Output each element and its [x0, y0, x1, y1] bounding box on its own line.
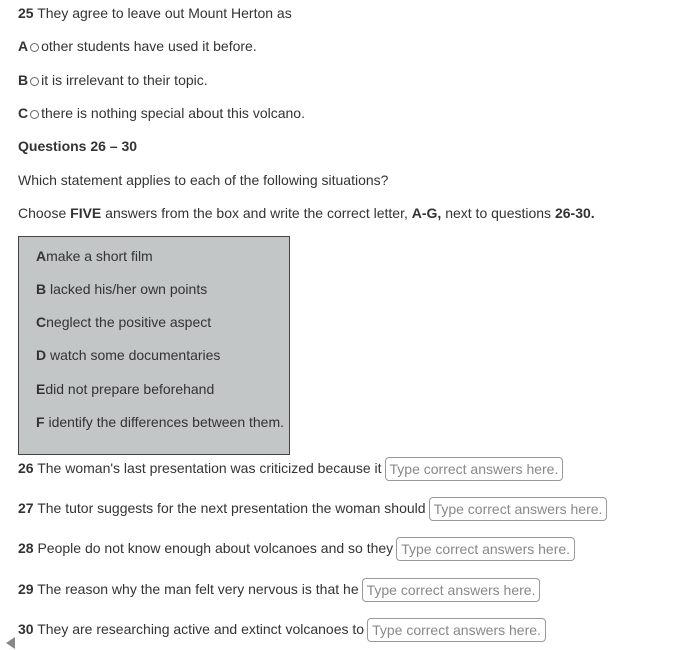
- question-30: [18, 617, 546, 642]
- option-letter: E: [36, 381, 46, 397]
- question-text: The woman's last presentation was criticized because it: [37, 460, 382, 476]
- answer-input-26[interactable]: Type correct answers here.: [385, 457, 564, 481]
- option-c[interactable]: [18, 104, 305, 122]
- option-letter: F: [36, 414, 45, 430]
- option-text: watch some documentaries: [46, 347, 221, 363]
- answer-input-28[interactable]: Type correct answers here.: [396, 537, 575, 561]
- radio-button[interactable]: [30, 77, 39, 86]
- question-number: 26: [18, 460, 34, 476]
- answer-options-box: [18, 236, 290, 455]
- option-letter: B: [36, 281, 47, 297]
- option-text: did not prepare beforehand: [45, 381, 215, 397]
- option-letter: D: [36, 347, 47, 363]
- option-text: identify the differences between them.: [44, 414, 285, 430]
- question-number: 29: [18, 581, 34, 597]
- box-option-f: [36, 413, 284, 431]
- option-letter: C: [36, 314, 47, 330]
- box-option-a: [36, 247, 153, 265]
- section-heading: Questions 26 – 30: [18, 138, 138, 154]
- box-option-e: [36, 380, 214, 398]
- instruction-part: next to questions: [441, 205, 555, 221]
- option-letter: B: [18, 72, 29, 88]
- option-text: there is nothing special about this volcano.: [41, 105, 305, 121]
- option-letter: A: [36, 248, 47, 264]
- box-option-c: [36, 313, 211, 331]
- radio-button[interactable]: [30, 110, 39, 119]
- option-b[interactable]: [18, 71, 208, 89]
- answer-input-30[interactable]: Type correct answers here.: [367, 618, 546, 642]
- question-27: [18, 496, 607, 521]
- box-option-b: [36, 280, 207, 298]
- option-letter: C: [18, 105, 29, 121]
- question-text: They are researching active and extinct volcanoes to: [37, 621, 365, 637]
- instruction-part: Choose: [18, 205, 71, 221]
- question-29: [18, 577, 540, 602]
- box-option-d: [36, 346, 220, 364]
- question-text: They agree to leave out Mount Herton as: [37, 5, 292, 21]
- question-text: The reason why the man felt very nervous is that he: [37, 581, 359, 597]
- question-28: [18, 536, 575, 561]
- option-text: other students have used it before.: [41, 38, 257, 54]
- question-26: [18, 456, 563, 481]
- instruction-emphasis: A-G,: [411, 205, 442, 221]
- answer-input-27[interactable]: Type correct answers here.: [429, 497, 608, 521]
- question-number: 30: [18, 621, 34, 637]
- option-text: neglect the positive aspect: [46, 314, 212, 330]
- option-text: lacked his/her own points: [46, 281, 208, 297]
- question-number: 28: [18, 540, 34, 556]
- question-number: 27: [18, 500, 34, 516]
- question-text: The tutor suggests for the next presentation the woman should: [37, 500, 426, 516]
- answer-input-29[interactable]: Type correct answers here.: [362, 578, 541, 602]
- scroll-left-arrow-icon[interactable]: [6, 637, 15, 649]
- option-text: it is irrelevant to their topic.: [41, 72, 208, 88]
- instruction-emphasis: 26-30.: [554, 205, 595, 221]
- instruction-text: Which statement applies to each of the following situations?: [18, 172, 389, 188]
- instruction-emphasis: FIVE: [70, 205, 102, 221]
- instruction-choose: [18, 204, 595, 222]
- question-text: People do not know enough about volcanoes and so they: [37, 540, 394, 556]
- option-letter: A: [18, 38, 29, 54]
- instruction-part: answers from the box and write the correct letter,: [101, 205, 412, 221]
- option-a[interactable]: [18, 37, 257, 55]
- question-number: 25: [18, 5, 34, 21]
- radio-button[interactable]: [30, 43, 39, 52]
- question-25-stem: [18, 4, 292, 22]
- option-text: make a short film: [46, 248, 153, 264]
